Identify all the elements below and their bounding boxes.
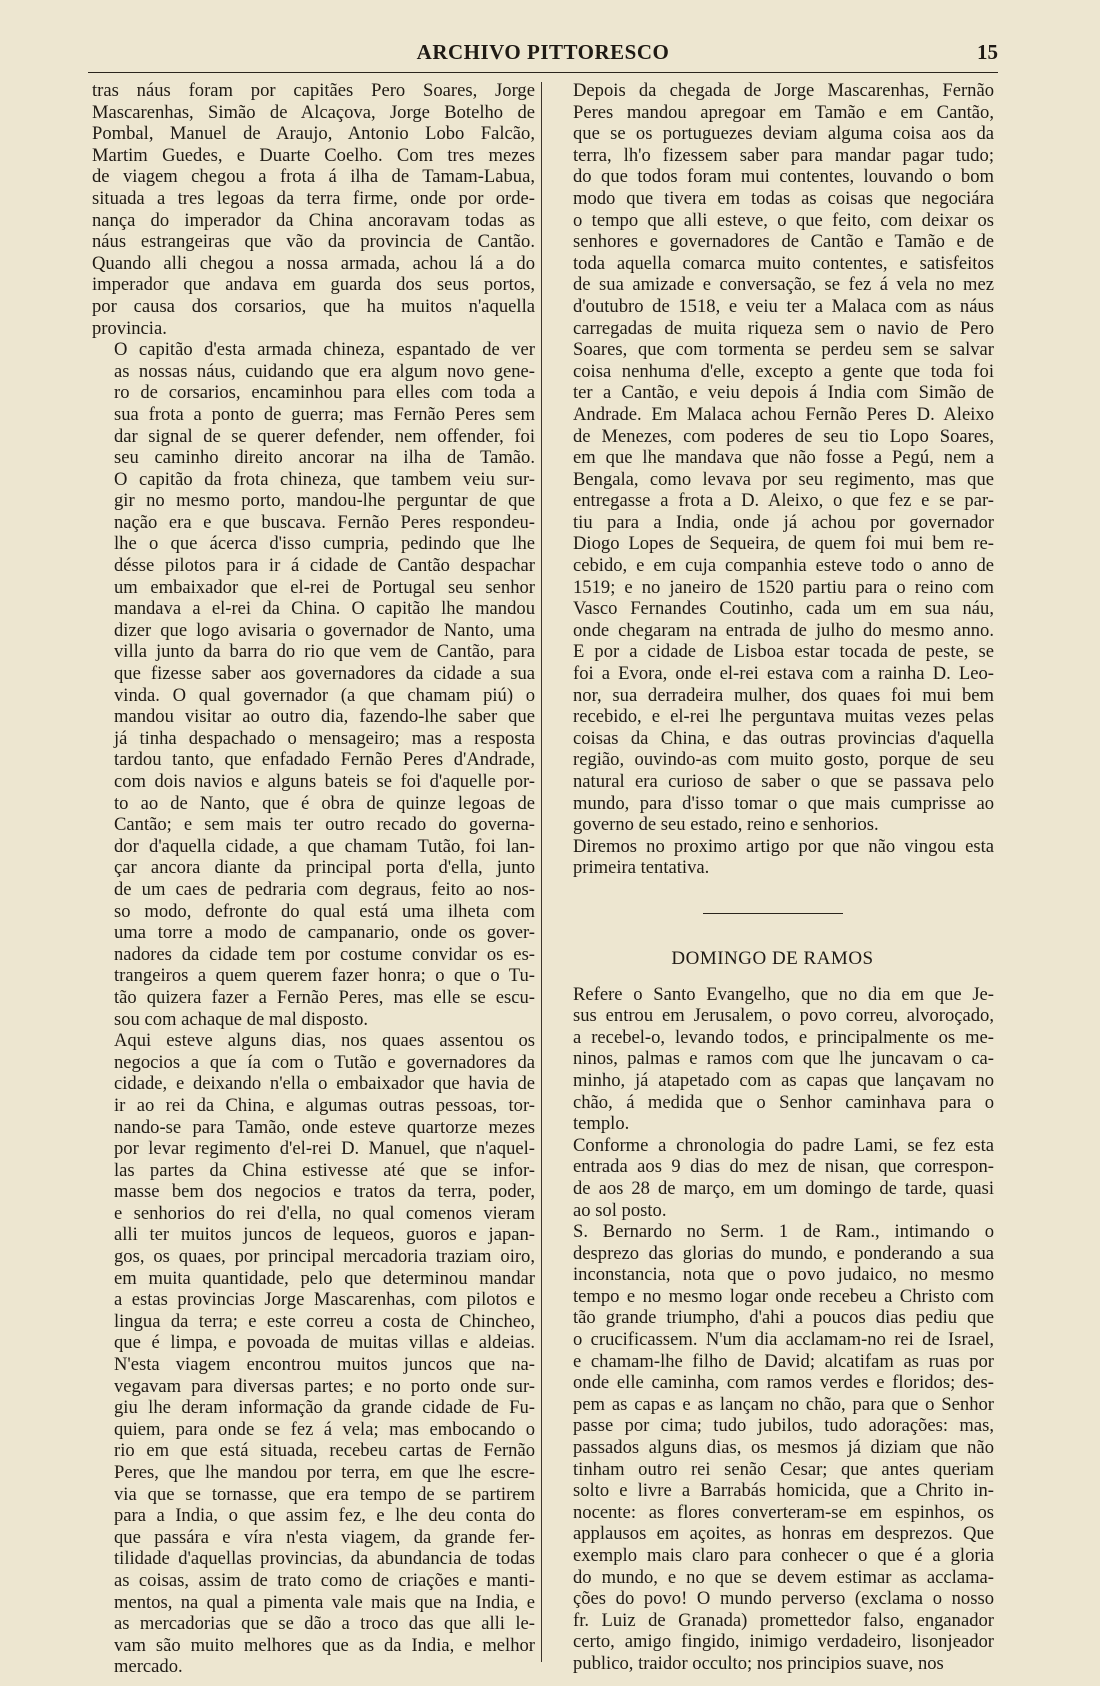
text-line: natural era curioso de saber o que se passava pelo <box>573 771 994 792</box>
paragraph <box>551 80 994 836</box>
text-line: quiem, para onde se fez á vela; mas embocando o <box>114 1418 535 1440</box>
text-line: dar signal de se querer defender, nem offender, foi <box>114 425 535 447</box>
text-line: provincia. <box>92 317 167 339</box>
text-line: tinham outro rei senão Cesar; que antes queriam <box>573 1458 994 1480</box>
text-line: tras náus foram por capitães Pero Soares, Jorge <box>92 80 535 101</box>
text-line: cidade, e deixando n'ella o embaixador que havia de <box>114 1073 535 1095</box>
text-line: ções do povo! O mundo perverso (exclama o nosso <box>573 1588 994 1610</box>
text-line: mandava a el-rei da China. O capitão lhe mandou <box>114 598 535 620</box>
text-line: e chamam-lhe filho de David; alcatifam as ruas por <box>573 1350 994 1372</box>
text-line: mandou visitar ao outro dia, fazendo-lhe saber que <box>114 706 535 728</box>
text-line: so modo, defronte do qual está uma ilheta com <box>114 900 535 922</box>
text-line: o tempo que alli esteve, o que feito, com deixar os <box>573 209 994 231</box>
text-line: mentos, na qual a pimenta vale mais que na India, e <box>114 1591 535 1613</box>
text-line: nadores da cidade tem por costume convidar os es- <box>114 943 535 965</box>
text-line: que é limpa, e povoada de muitas villas e aldeias. <box>114 1332 535 1354</box>
text-line: a estas provincias Jorge Mascarenhas, com pilotos e <box>114 1289 535 1311</box>
paragraph <box>92 339 535 1030</box>
text-line: carregadas de muita riqueza sem o navio de Pero <box>573 317 994 339</box>
text-line: que passára e víra n'esta viagem, da grande fer- <box>114 1526 535 1548</box>
text-line: nocente: as flores converteram-se em espinhos, os <box>573 1501 994 1523</box>
paragraph <box>551 1221 994 1674</box>
text-line: senhores e governadores de Cantão e Tamão e de <box>573 231 994 253</box>
text-line: Vasco Fernandes Coutinho, cada um em sua náu, <box>573 598 994 620</box>
text-line: E por a cidade de Lisboa estar tocada de peste, se <box>573 641 994 663</box>
text-line: minho, já atapetado com as capas que lançavam no <box>573 1069 994 1091</box>
text-line: coisas da China, e das outras provincias d'aquella <box>573 727 994 749</box>
text-line: mundo, para d'isso tomar o que mais cumprisse ao <box>573 792 994 814</box>
text-line: Bengala, como levava por seu regimento, mas que <box>573 468 994 490</box>
text-line: to ao de Nanto, que é obra de quinze legoas de <box>114 792 535 814</box>
text-line: passados alguns dias, os mesmos já diziam que não <box>573 1437 994 1459</box>
text-line: nança do imperador da China ancoravam todas as <box>92 209 535 231</box>
text-line: cebido, e em cuja companhia esteve todo o anno de <box>573 555 994 577</box>
text-line: mercado. <box>114 1656 183 1678</box>
text-line: negocios a que ía com o Tutão e governadores da <box>114 1051 535 1073</box>
text-line: seu caminho direito ancorar na ilha de Tamão. <box>114 447 535 469</box>
text-line: Conforme a chronologia do padre Lami, se fez esta <box>573 1134 994 1156</box>
text-line: coisa nenhuma d'elle, excepto a gente que toda foi <box>573 360 994 382</box>
text-line: tiu para a India, onde já achou por governador <box>573 511 994 533</box>
text-line: ao sol posto. <box>573 1199 667 1221</box>
text-line: via que se tornasse, que era tempo de se partirem <box>114 1483 535 1505</box>
text-line: náus estrangeiras que vão da provincia de Cantão. <box>92 231 535 253</box>
text-line: em que lhe mandava que não fosse a Pegú, nem a <box>573 447 994 469</box>
text-line: sou com achaque de mal disposto. <box>114 1008 369 1030</box>
text-line: Diremos no proximo artigo por que não vingou esta <box>573 835 994 857</box>
text-line: recebido, e el-rei lhe perguntava muitas vezes pelas <box>573 706 994 728</box>
page-header <box>88 38 998 73</box>
text-line: uma torre a modo de campanario, onde os gover- <box>114 922 535 944</box>
text-line: Mascarenhas, Simão de Alcaçova, Jorge Botelho de <box>92 101 535 123</box>
text-line: e senhorios do rei d'ella, no qual comenos vieram <box>114 1202 535 1224</box>
text-line: terra, lh'o fizessem saber para mandar pagar tudo; <box>573 144 994 166</box>
text-line: primeira tentativa. <box>573 857 710 879</box>
text-line: sua frota a ponto de guerra; mas Fernão Peres sem <box>114 403 535 425</box>
text-line: O capitão d'esta armada chineza, espantado de ver <box>114 339 535 361</box>
text-line: trangeiros a quem querem fazer honra; o que o Tu- <box>114 965 535 987</box>
text-line: vam são muito melhores que as da India, e melhor <box>114 1634 535 1656</box>
text-line: em muita quantidade, pelo que determinou mandar <box>114 1267 535 1289</box>
text-line: exemplo mais claro para conhecer o que é a gloria <box>573 1545 994 1566</box>
paragraph <box>92 80 535 339</box>
column-divider <box>541 82 542 1662</box>
text-line: inconstancia, nota que o povo judaico, no mesmo <box>573 1264 994 1286</box>
text-line: foi a Evora, onde el-rei estava com a rainha D. Leo- <box>573 663 994 685</box>
text-line: passe por cima; tudo jubilos, tudo adorações: mas, <box>573 1415 994 1437</box>
text-line: applausos em açoites, as honras em desprezos. Que <box>573 1523 994 1545</box>
text-line: tão grande triumpho, d'ahi a poucos dias pediu que <box>573 1307 994 1329</box>
text-line: dizer que logo avisaria o governador de Nanto, uma <box>114 619 535 641</box>
text-line: masse bem dos negocios e tratos da terra, poder, <box>114 1181 535 1203</box>
text-line: para a India, o que assim fez, e lhe deu conta do <box>114 1505 535 1527</box>
text-line: chão, á medida que o Senhor caminhava para o <box>573 1091 994 1113</box>
text-line: Pombal, Manuel de Araujo, Antonio Lobo Falcão, <box>92 123 535 145</box>
text-line: N'esta viagem encontrou muitos juncos que na- <box>114 1354 535 1376</box>
text-line: publico, traidor occulto; nos principios suave, nos <box>573 1652 944 1674</box>
text-line: O capitão da frota chineza, que tambem veiu sur- <box>114 468 535 490</box>
text-line: gos, os quaes, por principal mercadoria traziam oiro, <box>114 1246 535 1268</box>
paragraph <box>551 1135 994 1221</box>
text-line: do que todos foram mui contentes, louvando o bom <box>573 166 994 188</box>
text-line: modo que tivera em todas as coisas que negociára <box>573 187 994 209</box>
text-line: villa junto da barra do rio que vem de Cantão, para <box>114 641 535 663</box>
page-number: 15 <box>977 40 998 64</box>
text-line: nação era e que buscava. Fernão Peres respondeu- <box>114 511 535 533</box>
text-line: giu lhe deram informação da grande cidade de Fu- <box>114 1397 535 1419</box>
section-title: DOMINGO DE RAMOS <box>671 947 874 969</box>
text-line: de viagem chegou a frota á ilha de Tamam-Labua, <box>92 166 535 188</box>
text-line: um embaixador que el-rei de Portugal seu senhor <box>114 576 535 598</box>
text-line: as nossas náus, cuidando que era algum novo gene- <box>114 360 535 382</box>
text-line: as mercadorias que se dão a troco das que alli le- <box>114 1613 535 1635</box>
text-line: las partes da China estivesse até que se infor- <box>114 1159 535 1181</box>
section-rule <box>703 913 843 914</box>
text-line: ir ao rei da China, e algumas outras pessoas, tor- <box>114 1094 535 1116</box>
text-line: d'outubro de 1518, e veiu ter a Malaca com as náus <box>573 295 994 317</box>
text-line: lhe o que ácerca d'isso cumpria, pedindo que lhe <box>114 533 535 555</box>
text-line: lingua da terra; e este correu a costa de Chincheo, <box>114 1310 535 1332</box>
text-line: alli ter muitos juncos de lequeos, guoros e japan- <box>114 1224 535 1246</box>
text-line: S. Bernardo no Serm. 1 de Ram., intimando o <box>573 1221 994 1243</box>
text-line: do mundo, e no que se devem estimar as acclama- <box>573 1566 994 1588</box>
text-line: Cantão; e sem mais ter outro recado do governa- <box>114 814 535 836</box>
text-line: de Menezes, com poderes de seu tio Lopo Soares, <box>573 425 994 447</box>
text-line: de um caes de pedraria com degraus, feito ao nos- <box>114 878 535 900</box>
text-line: que se os portuguezes deviam alguma coisa aos da <box>573 123 994 145</box>
text-line: pem as capas e as lançam no chão, para que o Senhor <box>573 1393 994 1415</box>
text-line: entrada aos 9 dias do mez de nisan, que correspon- <box>573 1156 994 1178</box>
paragraph <box>92 1030 535 1678</box>
text-line: as coisas, assim de trato como de criações e manti- <box>114 1569 535 1591</box>
text-line: rio em que está situada, recebeu cartas de Fernão <box>114 1440 535 1462</box>
text-line: toda aquella comarca muito contentes, e satisfeitos <box>573 252 994 274</box>
text-line: ro de corsarios, encaminhou para elles com toda a <box>114 382 535 404</box>
text-line: certo, amigo fingido, inimigo verdadeiro, lisonjeador <box>573 1631 994 1653</box>
running-title: ARCHIVO PITTORESCO <box>416 40 670 64</box>
text-line: por causa dos corsarios, que ha muitos n'aquella <box>92 295 535 317</box>
text-line: a recebel-o, levando todos, e principalmente os me- <box>573 1026 994 1048</box>
text-line: situada a tres legoas da terra firme, onde por orde- <box>92 187 535 209</box>
text-line: entregasse a frota a D. Aleixo, o que fez e se par- <box>573 490 994 512</box>
text-line: nando-se para Tamão, onde esteve quartorze mezes <box>114 1116 535 1138</box>
text-line: nor, sua derradeira mulher, dos quaes foi mui bem <box>573 684 994 706</box>
text-line: ninos, palmas e ramos com que lhe juncavam o ca- <box>573 1048 994 1070</box>
text-line: governo de seu estado, reino e senhorios. <box>573 814 879 836</box>
text-line: 1519; e no janeiro de 1520 partiu para o reino com <box>573 576 994 598</box>
text-line: já tinha despachado o mensageiro; mas a resposta <box>114 727 535 749</box>
text-line: o crucificassem. N'um dia acclamam-no rei de Israel, <box>573 1329 994 1351</box>
text-line: Quando alli chegou a nossa armada, achou lá a do <box>92 252 535 274</box>
text-line: Peres, que lhe mandou por terra, em que lhe escre- <box>114 1462 535 1483</box>
text-line: templo. <box>573 1113 630 1135</box>
text-line: solto e livre a Barrabás homicida, que a Chrito in- <box>573 1480 994 1502</box>
right-column <box>551 80 994 1675</box>
text-line: de aos 28 de março, em um domingo de tarde, quasi <box>573 1177 994 1199</box>
text-line: onde chegaram na entrada de julho do mesmo anno. <box>573 619 994 641</box>
text-line: região, ouvindo-as com muito gosto, porque de seu <box>573 749 994 771</box>
text-line: tempo e no mesmo logar onde recebeu a Christo com <box>573 1285 994 1307</box>
text-line: onde elle caminha, com ramos verdes e floridos; des- <box>573 1372 994 1394</box>
text-line: Diogo Lopes de Sequeira, de quem foi mui bem re- <box>573 533 994 555</box>
text-line: de sua amizade e conversação, se fez á vela no mez <box>573 274 994 296</box>
text-line: imperador que andava em guarda dos seus portos, <box>92 274 535 296</box>
text-line: tilidade d'aquellas provincias, da abundancia de todas <box>114 1548 535 1570</box>
text-line: désse pilotos para ir á cidade de Cantão despachar <box>114 555 535 577</box>
text-line: vinda. O qual governador (a que chamam piú) o <box>114 684 535 706</box>
text-line: Refere o Santo Evangelho, que no dia em que Je- <box>573 983 994 1005</box>
text-line: Depois da chegada de Jorge Mascarenhas, Fernão <box>573 80 994 101</box>
text-line: Martim Guedes, e Duarte Coelho. Com tres mezes <box>92 144 535 166</box>
text-line: gir no mesmo porto, mandou-lhe perguntar de que <box>114 490 535 512</box>
text-line: dor d'aquella cidade, a que chamam Tutão, foi lan- <box>114 835 535 857</box>
text-line: Peres mandou apregoar em Tamão e em Cantão, <box>573 101 994 123</box>
left-column <box>92 80 535 1678</box>
text-line: Soares, que com tormenta se perdeu sem se salvar <box>573 339 994 361</box>
paragraph <box>551 836 994 879</box>
text-line: Aqui esteve alguns dias, nos quaes assentou os <box>114 1030 535 1052</box>
text-line: çar ancora diante da principal porta d'ella, junto <box>114 857 535 879</box>
text-line: tão quizera fazer a Fernão Peres, mas elle se escu- <box>114 986 535 1008</box>
text-line: por levar regimento d'el-rei D. Manuel, que n'aquel- <box>114 1138 535 1160</box>
text-line: Andrade. Em Malaca achou Fernão Peres D. Aleixo <box>573 403 994 425</box>
text-line: ter a Cantão, e veiu depois á India com Simão de <box>573 382 994 404</box>
paragraph <box>551 984 994 1135</box>
text-line: com dois navios e alguns bateis se foi d'aquelle por- <box>114 771 535 792</box>
text-line: desprezo das glorias do mundo, e ponderando a sua <box>573 1242 994 1264</box>
text-line: fr. Luiz de Granada) promettedor falso, enganador <box>573 1609 994 1631</box>
text-line: tardou tanto, que enfadado Fernão Peres d'Andrade, <box>114 749 535 771</box>
text-line: vegavam para diversas partes; e no porto onde sur- <box>114 1375 535 1397</box>
text-line: sus entrou em Jerusalem, o povo correu, alvoroçado, <box>573 1005 994 1027</box>
text-line: que fizesse saber aos governadores da cidade a sua <box>114 663 535 685</box>
